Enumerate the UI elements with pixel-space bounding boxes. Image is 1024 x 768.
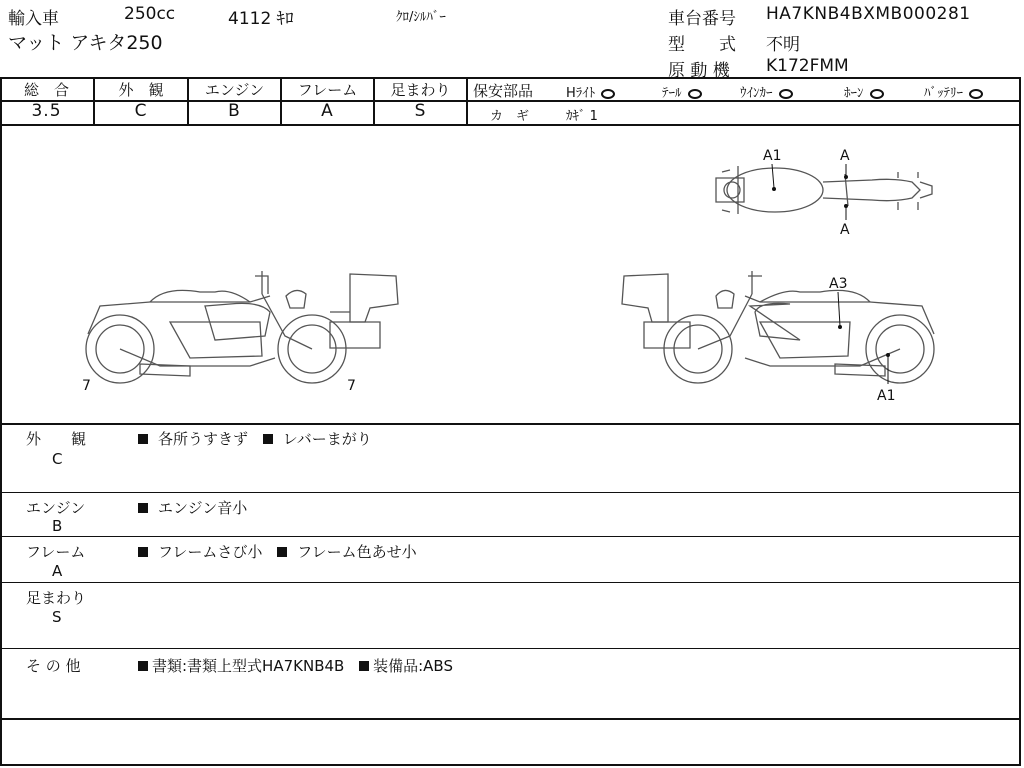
note: 装備品:ABS [373,657,453,675]
section-frame-notes [138,541,417,562]
ok-circle-icon [601,89,615,99]
safety-item-winker [740,82,793,101]
section-other-notes [138,655,453,676]
bullet-square-icon [138,547,148,557]
safety-item-horn [844,82,884,101]
grade-frame [282,80,373,124]
engine-label: 原 動 機 [668,61,730,81]
diagram-bottom-line [0,423,1021,425]
section-line-3 [0,582,1021,583]
bullet-square-icon [138,503,148,513]
safety-item-label: ﾊﾞｯﾃﾘｰ [924,86,963,101]
section-other-label: そ の 他 [26,657,81,675]
grade-label: 足まわり [390,81,451,99]
frame-number: HA7KNB4BXMB000281 [766,4,971,24]
section-engine-grade: B [52,517,63,535]
displacement: 250cc [124,4,176,24]
grade-value: C [134,101,148,121]
key-label: カ ギ [490,109,530,124]
grade-suspension [375,80,466,124]
grade-engine [189,80,280,124]
section-line-5 [0,718,1021,720]
frame-number-label: 車台番号 [668,9,736,29]
note: 書類:書類上型式HA7KNB4B [152,657,345,675]
grade-label: 外 観 [118,81,164,99]
section-suspension-grade: S [52,608,62,626]
grade-col-line-5 [466,77,468,125]
import-label: 輸入車 [8,9,59,29]
section-exterior-grade: C [52,450,63,468]
damage-mark: A1 [877,388,896,404]
section-frame-label: フレーム [26,543,86,561]
bullet-square-icon [138,434,148,444]
section-frame-grade: A [52,562,63,580]
section-exterior-notes [138,428,372,449]
section-suspension-label: 足まわり [26,589,87,607]
grade-label: フレーム [297,81,358,99]
safety-item-label: ﾎｰﾝ [844,86,864,101]
damage-mark: A [840,222,850,238]
ok-circle-icon [969,89,983,99]
color: ｸﾛ/ｼﾙﾊﾞｰ [396,10,446,25]
grade-value: S [414,101,427,121]
engine-value: K172FMM [766,56,849,76]
section-engine-label: エンジン [26,499,86,517]
grade-overall [0,80,93,124]
bullet-square-icon [277,547,287,557]
grade-exterior [95,80,187,124]
grade-label: エンジン [204,81,265,99]
model-name: マット アキタ250 [8,32,163,54]
ok-circle-icon [870,89,884,99]
bike-left-view [86,271,398,383]
grade-value: B [228,101,241,121]
grade-value: A [321,101,334,121]
type-value: 不明 [766,35,800,55]
section-engine-notes [138,497,247,518]
key-value: ｶｷﾞ 1 [566,109,598,124]
safety-item-battery [924,82,983,101]
bullet-square-icon [263,434,273,444]
damage-mark: A [840,148,850,164]
note: 各所うすきず [158,430,249,448]
damage-mark: A1 [763,148,782,164]
safety-item-headlight [566,82,615,101]
section-line-1 [0,492,1021,493]
safety-item-tail [662,82,702,101]
section-line-2 [0,536,1021,537]
damage-mark: 7 [82,378,91,394]
safety-item-label: ﾃｰﾙ [662,86,682,101]
ok-circle-icon [688,89,702,99]
note: レバーまがり [282,430,372,448]
motorcycle-damage-diagram [0,126,1020,422]
type-label: 型 式 [668,35,736,55]
safety-item-label: ｳｲﾝｶｰ [740,86,773,101]
grade-value: 3.5 [31,101,62,121]
safety-parts-title: 保安部品 [473,82,534,100]
damage-mark: A3 [829,276,848,292]
section-exterior-label: 外 観 [26,430,87,448]
mileage: 4112 ｷﾛ [228,9,294,29]
ok-circle-icon [779,89,793,99]
damage-mark: 7 [347,378,356,394]
note: フレームさび小 [158,543,263,561]
bike-right-view [622,271,934,383]
safety-item-label: Hﾗｲﾄ [566,86,596,101]
bike-top-view [716,166,932,214]
section-line-4 [0,648,1021,649]
note: エンジン音小 [158,499,248,517]
bullet-square-icon [138,661,148,671]
note: フレーム色あせ小 [297,543,417,561]
bullet-square-icon [359,661,369,671]
grade-label: 総 合 [23,81,69,99]
